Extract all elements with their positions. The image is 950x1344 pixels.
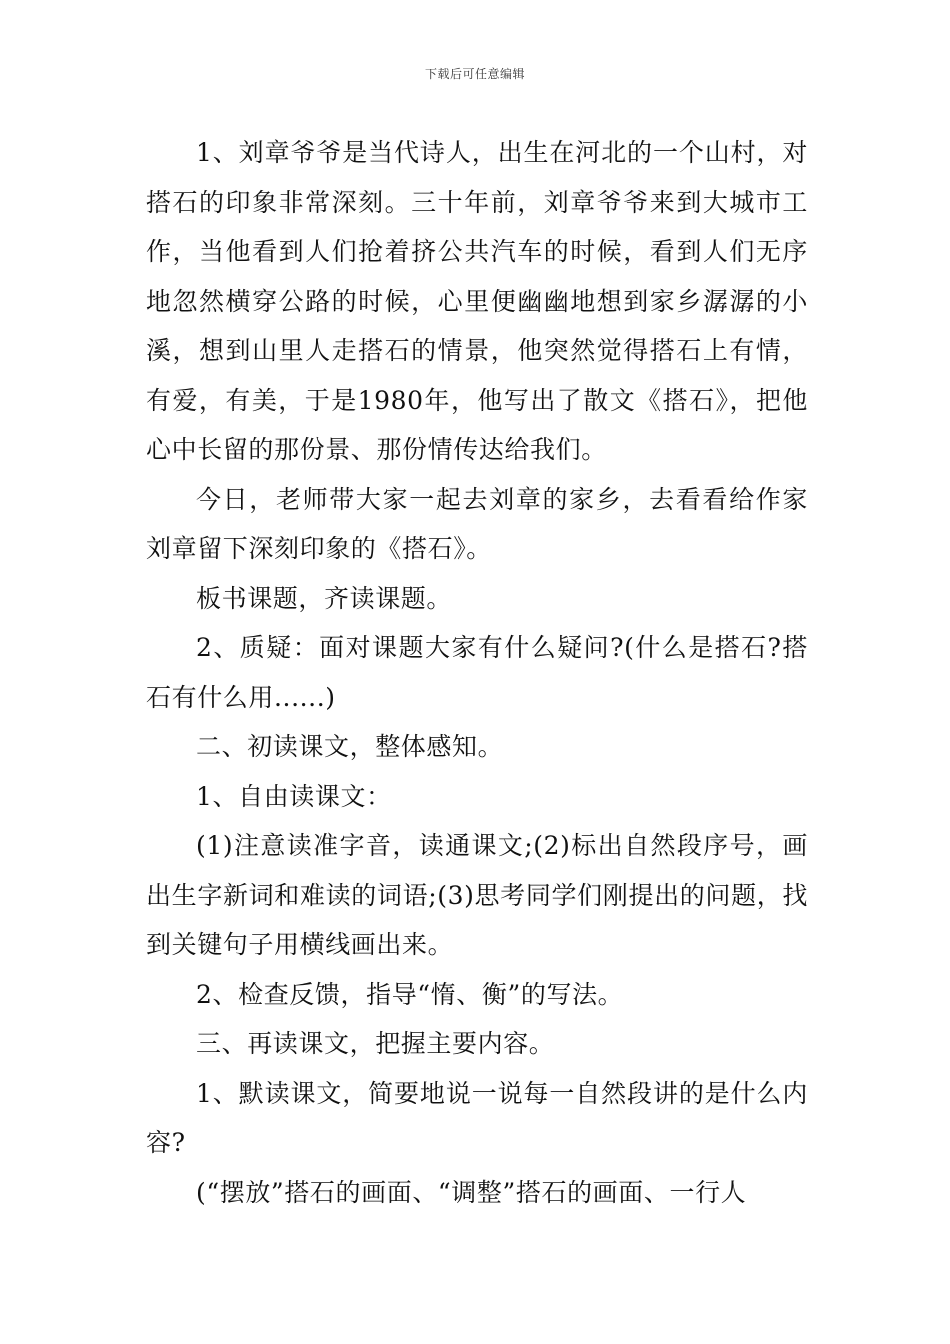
page-header: 下载后可任意编辑 — [424, 67, 525, 81]
paragraph-reading-tasks: (1)注意读准字音，读通课文;(2)标出自然段序号，画出生字新词和难读的词语;(3)思考同学们刚提出的问题，找到关键句子用横线画出来。 — [146, 831, 808, 959]
section-heading-first-reading: 二、初读课文，整体感知。 — [196, 732, 504, 761]
document-body — [146, 128, 808, 1217]
paragraph-write-title: 板书课题，齐读课题。 — [196, 583, 453, 613]
paragraph-visit-hometown: 今日，老师带大家一起去刘章的家乡，去看看给作家刘章留下深刻印象的《搭石》。 — [146, 484, 808, 563]
paragraph-free-reading: 1、自由读课文： — [196, 781, 392, 811]
section-heading-second-reading: 三、再读课文，把握主要内容。 — [196, 1029, 555, 1058]
paragraph-scenes: (“摆放”搭石的画面、“调整”搭石的画面、一行人 — [196, 1177, 747, 1207]
paragraph-silent-reading: 1、默读课文，简要地说一说每一自然段讲的是什么内容? — [146, 1078, 808, 1157]
paragraph-questioning: 2、质疑：面对课题大家有什么疑问?(什么是搭石?搭石有什么用......) — [146, 633, 808, 712]
paragraph-check-feedback: 2、检查反馈，指导“惰、衡”的写法。 — [196, 979, 624, 1009]
paragraph-liu-zhang-intro: 1、刘章爷爷是当代诗人，出生在河北的一个山村，对搭石的印象非常深刻。三十年前，刘章爷爷来到大城市工作，当他看到人们抢着挤公共汽车的时候，看到人们无序地忽然横穿公路的时候，心里便幽幽地想到家乡潺潺的小溪，想到山里人走搭石的情景，他突然觉得搭石上有情，有爱，有美，于是1980年，他写出了散文《搭石》，把他心中长留的那份景、那份情传达给我们。 — [146, 138, 808, 464]
